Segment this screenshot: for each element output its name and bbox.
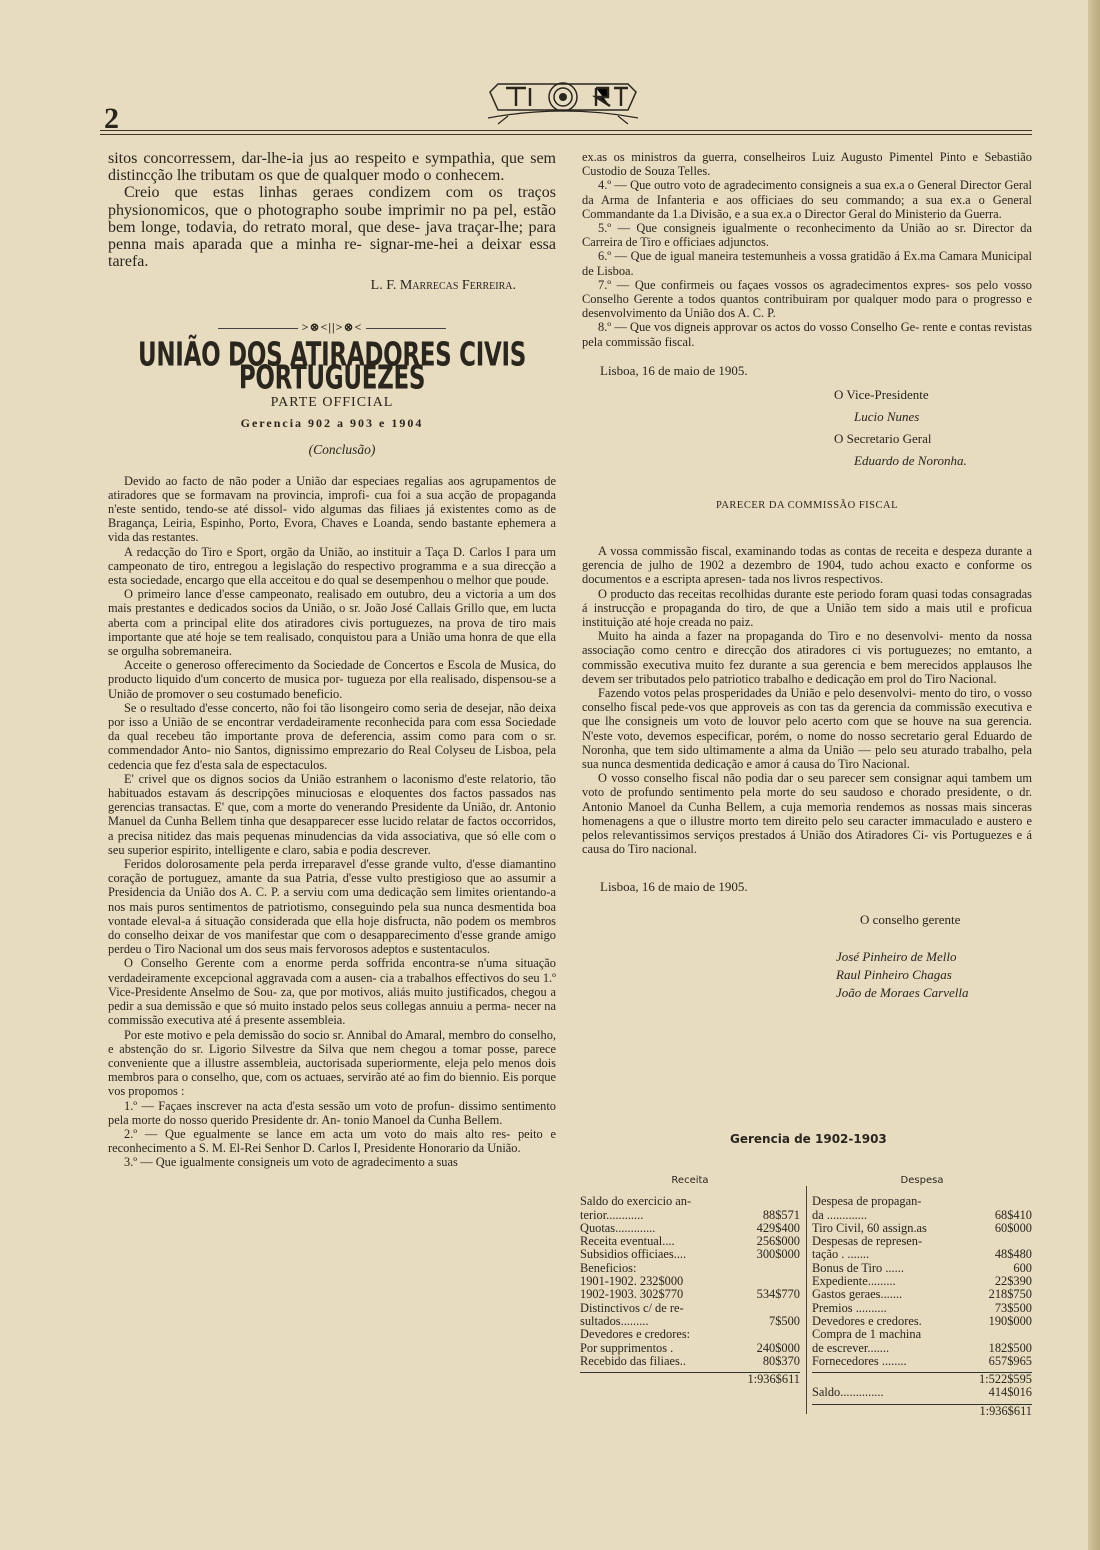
account-row [580, 1195, 800, 1208]
parecer-paragraph: O vosso conselho fiscal não podia dar o seu parecer sem consignar aqui tambem um voto de profundo sentimento pela morte do seu saudoso e chorado presidente, o dr. Antonio Manoel da Cunha Bellem, a cuja memoria rendemos as nossas mais sinceras homenagens a que o illustre morto tem direito pelo seu caracter immaculado e austero e pelos relevantissimos serviços prestados á União dos Atiradores Ci- vis Portuguezes e á causa do Tiro nacional. [582, 771, 1032, 857]
account-label: Expediente......... [812, 1275, 896, 1289]
account-amount: 240$000 [756, 1340, 800, 1355]
account-row [580, 1288, 800, 1301]
lead-signature: L. F. Marrecas Ferreira. [370, 278, 516, 294]
council-members [582, 948, 1032, 1002]
account-amount: 190$000 [988, 1313, 1032, 1328]
account-amount: 534$770 [756, 1287, 800, 1302]
report-paragraph: 1.º — Façaes inscrever na acta d'esta sessão um voto de profun- dissimo sentimento pela morte do nosso querido Presidente dr. An- tonio Manoel da Cunha Bellem. [108, 1098, 556, 1127]
total-label [812, 1405, 970, 1418]
report-paragraph: Devido ao facto de não poder a União dar especiaes regalias aos agrupamentos de atiradores que se formavam na provincia, improfi- cua foi a sua acção de propaganda n'este sentido, tendo-se até dissol- vido algumas das filiaes já existentes como as de Bragança, Leiria, Espinho, Porto, Evora, Chaves e Loanda, sendo bastante ephemera a vida das restantes. [108, 473, 556, 545]
account-amount: 68$410 [994, 1207, 1032, 1222]
despesa-subtotal: 1:522$595 [978, 1372, 1032, 1387]
account-row [812, 1222, 1032, 1235]
account-row [580, 1328, 800, 1341]
account-row [580, 1342, 800, 1355]
report-paragraph: Feridos dolorosamente pela perda irreparavel d'esse grande vulto, d'esse diamantino coração de portuguez, amante da sua Patria, d'esse vulto prestigioso que ao assumir a Presidencia da União dos A. C. P. a serviu com uma dedicação sem limites orientando-a nos mais puros sentimentos de patriotismo, conseguindo pela sua nunca desmentida boa vontade eleval-a á situação considerada que ella hoje disfructa, não podem os membros do conselho deixar de vos manifestar que com o desapparecimento d'esse grande amigo perdeu o Tiro Nacional um dos seus mais fervorosos adeptos e sustentaculos. [108, 857, 556, 957]
council-title: O conselho gerente [860, 912, 961, 928]
account-amount: 60$000 [994, 1220, 1032, 1235]
account-row [812, 1315, 1032, 1328]
proposal-paragraph: 5.º — Que consigneis igualmente o reconhecimento da União ao sr. Director da Carreira de Tiro e officiaes adjunctos. [582, 221, 1032, 250]
account-row [812, 1248, 1032, 1261]
account-label: Premios .......... [812, 1301, 887, 1315]
account-row [580, 1222, 800, 1235]
separator-rule-left [218, 328, 298, 329]
account-amount: 429$400 [756, 1220, 800, 1235]
signature-title: O Secretario Geral [834, 431, 932, 447]
account-amount: 88$571 [762, 1207, 800, 1222]
account-label: Bonus de Tiro ...... [812, 1261, 904, 1275]
account-amount: 600 [1013, 1260, 1032, 1275]
account-amount [738, 1328, 800, 1341]
subheading-official: PARTE OFFICIAL [270, 394, 394, 410]
account-amount: 22$390 [994, 1274, 1032, 1289]
despesa-subtotal-row [812, 1372, 1032, 1386]
proposal-paragraph: 7.º — Que confirmeis ou façaes vossos os agradecimentos expres- sos pelo vosso Conselho Gerente a todos quantos contribuiram por qualquer modo para o progresso e desenvolvimento da União dos A. C. P. [582, 277, 1032, 321]
separator-ornament: >⊗<||>⊗< [301, 320, 363, 335]
account-row [580, 1248, 800, 1261]
lead-paragraph: Creio que estas linhas geraes condizem com os traços physionomicos, que o photographo soube imprimir no pa pel, estão bem longe, todavia, do retrato moral, que dese- java traçar-lhe; para penna mais aparada que a minha re- signar-me-hei a deixar essa tarefa. [108, 184, 556, 271]
accounts-divider [806, 1186, 807, 1414]
despesa-total: 1:936$611 [979, 1403, 1032, 1418]
report-paragraph: Por este motivo e pela demissão do socio sr. Annibal do Amaral, membro do conselho, e abstenção do sr. Ligorio Silvestre da Silva que nem chegou a tomar posse, parece conveniente que a illustre assembleia, auctorisada superiormente, eleja pelo menos dois membros para o conselho, que, com os actuaes, servirão até ao fim do biennio. Eis porque vos propomos : [108, 1027, 556, 1099]
right-column [582, 150, 1032, 1002]
account-label: tação . ....... [812, 1248, 870, 1262]
account-amount: 7$500 [769, 1313, 800, 1328]
report-paragraph: A redacção do Tiro e Sport, orgão da União, ao instituir a Taça D. Carlos I para um campeonato de tiro, entregou a legislação do respectivo programma e a sua direcção a esta sociedade, encargo que ella acceitou e do qual se desempenhou o melhor que poude. [108, 544, 556, 587]
lead-paragraph: sitos concorressem, dar-lhe-ia jus ao respeito e sympathia, que sem distincção lhe tributam os que de qualquer modo o conhecem. [108, 150, 556, 185]
left-column [108, 150, 556, 1170]
account-label: de escrever....... [812, 1341, 890, 1355]
account-row [580, 1355, 800, 1368]
account-row [812, 1328, 1032, 1341]
account-label: Saldo do exercicio an- [580, 1195, 692, 1209]
receita-total: 1:936$611 [747, 1372, 800, 1387]
receita-header: Receita [671, 1175, 709, 1186]
report-paragraph: O primeiro lance d'esse campeonato, realisado em outubro, deu a victoria a um dos mais prestantes e dedicados socios da União, o sr. João José Callais Grillo que, em lucta aberta com a principal elite dos atiradores civis portuguezes, na prova de tiro mais importante que até hoje se tem realisado, conquistou para a União uma honra de que ella se orgulha sobremaneira. [108, 587, 556, 659]
signature-name: Lucio Nunes [854, 409, 920, 425]
despesa-table [812, 1174, 1032, 1418]
account-row [812, 1195, 1032, 1208]
signature-title: O Vice-Presidente [834, 387, 929, 403]
date-line: Lisboa, 16 de maio de 1905. [600, 878, 748, 894]
account-label: Devedores e credores: [580, 1328, 691, 1342]
despesa-saldo-row [812, 1386, 1032, 1399]
parecer-title: PARECER DA COMMISSÃO FISCAL [715, 500, 899, 512]
receita-total-row [580, 1372, 800, 1386]
account-row [812, 1275, 1032, 1288]
page-number: 2 [104, 102, 119, 135]
account-label: Fornecedores ........ [812, 1354, 907, 1368]
account-amount [738, 1262, 800, 1275]
receita-table [580, 1174, 800, 1386]
proposal-paragraph: 6.º — Que de igual maneira testemunheis a vossa gratidão á Ex.ma Camara Municipal de Lisboa. [582, 249, 1032, 278]
account-amount [970, 1235, 1032, 1248]
account-row [580, 1209, 800, 1222]
account-amount [738, 1195, 800, 1208]
account-amount [738, 1275, 800, 1288]
account-amount: 256$000 [756, 1234, 800, 1249]
account-label: Recebido das filiaes.. [580, 1354, 686, 1368]
account-label: sultados......... [580, 1314, 649, 1328]
account-amount [970, 1195, 1032, 1208]
account-label: terior............ [580, 1208, 644, 1222]
report-body [108, 474, 556, 1170]
account-amount: 73$500 [994, 1300, 1032, 1315]
section-heading: UNIÃO DOS ATIRADORES CIVIS PORTUGUEZES [137, 335, 527, 397]
account-row [580, 1302, 800, 1315]
separator-rule-right [366, 328, 446, 329]
account-label: Compra de 1 machina [812, 1328, 922, 1342]
account-label: Subsidios officiaes.... [580, 1248, 687, 1262]
page-fold-shadow [1088, 0, 1100, 1550]
subheading-gerencia: Gerencia 902 a 903 e 1904 [240, 416, 424, 431]
account-amount [738, 1302, 800, 1315]
account-row [812, 1209, 1032, 1222]
header-rules [100, 130, 1032, 138]
receita-rows [580, 1195, 800, 1368]
lead-article [108, 150, 556, 270]
saldo-label: Saldo.............. [812, 1386, 884, 1400]
account-row [580, 1275, 800, 1288]
account-row [812, 1288, 1032, 1301]
account-amount: 657$965 [988, 1353, 1032, 1368]
member-name: João de Moraes Carvella [836, 984, 969, 1000]
account-row [812, 1302, 1032, 1315]
target-logo-icon [468, 76, 658, 126]
despesa-header: Despesa [900, 1175, 944, 1186]
signature-name: Eduardo de Noronha. [854, 453, 967, 469]
account-row [812, 1342, 1032, 1355]
despesa-total-row [812, 1404, 1032, 1418]
parecer-paragraph: O producto das receitas recolhidas durante este periodo foram quasi todas consagradas á instrucção e propaganda do tiro, de que a União tem sido a mais util e proficua instituição até hoje creada no paiz. [582, 586, 1032, 630]
account-label: Receita eventual.... [580, 1235, 675, 1249]
account-row [812, 1262, 1032, 1275]
member-name: Raul Pinheiro Chagas [836, 966, 952, 982]
date-line: Lisboa, 16 de maio de 1905. [600, 362, 748, 378]
report-paragraph: 2.º — Que egualmente se lance em acta um voto do mais alto res- peito e reconhecimento a S. M. El-Rei Senhor D. Carlos I, Presidente Honorario da União. [108, 1126, 556, 1156]
accounts-title: Gerencia de 1902-1903 [730, 1132, 887, 1146]
report-paragraph: O Conselho Gerente com a enorme perda soffrida encontra-se n'uma situação verdadeiramente excepcional aggravada com a ausen- cia a trabalhos effectivos do seu 1.º Vice-Presidente Anselmo de Sou- za, que por motivos, aliás muito justificados, chegou a pedir a sua demissão e que só muito instado pelos seus collegas annuiu a perma- necer na commissão executiva até á presente assembleia. [108, 956, 556, 1028]
parecer-paragraph: A vossa commissão fiscal, examinando todas as contas de receita e despeza durante a gerencia de julho de 1902 a dezembro de 1904, tudo achou exacto e conforme os documentos e a escripta apresen- tada nos livros respectivos. [582, 544, 1032, 587]
member-name: José Pinheiro de Mello [836, 948, 957, 964]
despesa-saldo: 414$016 [988, 1385, 1032, 1400]
account-row [812, 1235, 1032, 1248]
account-row [580, 1235, 800, 1248]
section-separator [108, 320, 556, 336]
account-label: Por supprimentos . [580, 1341, 674, 1355]
masthead-logo [468, 76, 658, 126]
account-amount: 218$750 [988, 1287, 1032, 1302]
report-paragraph: E' crivel que os dignos socios da União estranhem o laconismo d'este relatorio, tão habituados estavam ás descripções minuciosas e eloquentes dos factos passados nas gerencias transactas. E' que, com a morte do venerando Presidente da União, dr. Antonio Manuel da Cunha Bellem tinha que desapparecer esse lucido relatar de factos occorridos, a precisa nitidez das mais pequenas minudencias da vida associativa, que só elle com o seu superior espirito, intelligente e claro, sabia e podia descrever. [108, 771, 556, 857]
report-paragraph: Acceite o generoso offerecimento da Sociedade de Concertos e Escola de Musica, do producto liquido d'um concerto de musica por- tugueza por ella realisado, dispensou-se a União de promover o seu costumado beneficio. [108, 658, 556, 701]
proposal-paragraph: 4.º — Que outro voto de agradecimento consigneis a sua ex.a o General Director Geral da Arma de Infanteria e aos officiaes do seu commando; a sua ex.a o General Commandante da 1.a Divisão, e a sua ex.a o Director Geral do Ministerio da Guerra. [582, 178, 1032, 221]
vice-president-signature [582, 384, 1032, 472]
account-label: Despesas de represen- [812, 1235, 923, 1249]
despesa-rows [812, 1195, 1032, 1368]
proposal-paragraph: ex.as os ministros da guerra, conselheiros Luiz Augusto Pimentel Pinto e Sebastião Custodio de Souza Telles. [582, 150, 1032, 179]
account-label: da ............. [812, 1208, 868, 1222]
account-amount: 182$500 [988, 1340, 1032, 1355]
account-row [812, 1355, 1032, 1368]
account-amount: 80$370 [762, 1353, 800, 1368]
account-amount: 48$480 [994, 1247, 1032, 1262]
account-label: Distinctivos c/ de re- [580, 1301, 684, 1315]
account-amount [970, 1328, 1032, 1341]
account-amount: 300$000 [756, 1247, 800, 1262]
account-label: Devedores e credores. [812, 1314, 922, 1328]
report-paragraph: Se o resultado d'esse concerto, não foi tão lisongeiro como seria de desejar, não deixa por isso a União de se encontrar verdadeiramente reconhecida para com essa Sociedade da qual recebeu tão importante prova de deferencia, assim como para com o sr. commendador Anto- nio Santos, dignissimo emprezario do Real Colyseu de Lisboa, pela cedencia que fez d'esta sala de espectaculos. [108, 700, 556, 772]
account-label: Gastos geraes....... [812, 1288, 903, 1302]
subheading-conclusion: (Conclusão) [308, 441, 376, 457]
report-paragraph: 3.º — Que igualmente consigneis um voto de agradecimento a suas [124, 1155, 458, 1170]
account-label: Tiro Civil, 60 assign.as [812, 1221, 927, 1235]
total-label [580, 1373, 738, 1386]
account-label: Despesa de propagan- [812, 1195, 922, 1209]
parecer-paragraph: Fazendo votos pelas prosperidades da União e pelo desenvolvi- mento do tiro, o vosso conselho fiscal pede-vos que approveis as con tas da gerencia da commissão executiva e que lhe consigneis um voto de louvor pelo acerto com que se houve na sua gerencia. N'este voto, devemos especificar, porém, o nome do nosso secretario geral Eduardo de Noronha, que tem sido ultimamente a alma da União — pelo seu aturado trabalho, pela sua nunca desmentida dedicação e amor á causa do Tiro Nacional. [582, 686, 1032, 772]
account-row [580, 1262, 800, 1275]
account-label: Beneficios: [580, 1261, 637, 1275]
account-label: 1901-1902. 232$000 [580, 1275, 684, 1289]
parecer-paragraph: Muito ha ainda a fazer na propaganda do Tiro e no desenvolvi- mento da nossa associação como centro e direcção dos atiradores ci vis portuguezes; no emtanto, a commissão executiva muito fez durante a sua gerencia e bem merecidos applausos lhe devem ser tributados pelo patriotico trabalho e dedicação em prol do Tiro Nacional. [582, 629, 1032, 686]
account-label: Quotas............. [580, 1221, 656, 1235]
account-row [580, 1315, 800, 1328]
subtotal-label [812, 1373, 970, 1386]
account-label: 1902-1903. 302$770 [580, 1288, 684, 1302]
proposal-paragraph: 8.º — Que vos digneis approvar os actos do vosso Conselho Ge- rente e contas revistas pela commissão fiscal. [582, 320, 1032, 349]
